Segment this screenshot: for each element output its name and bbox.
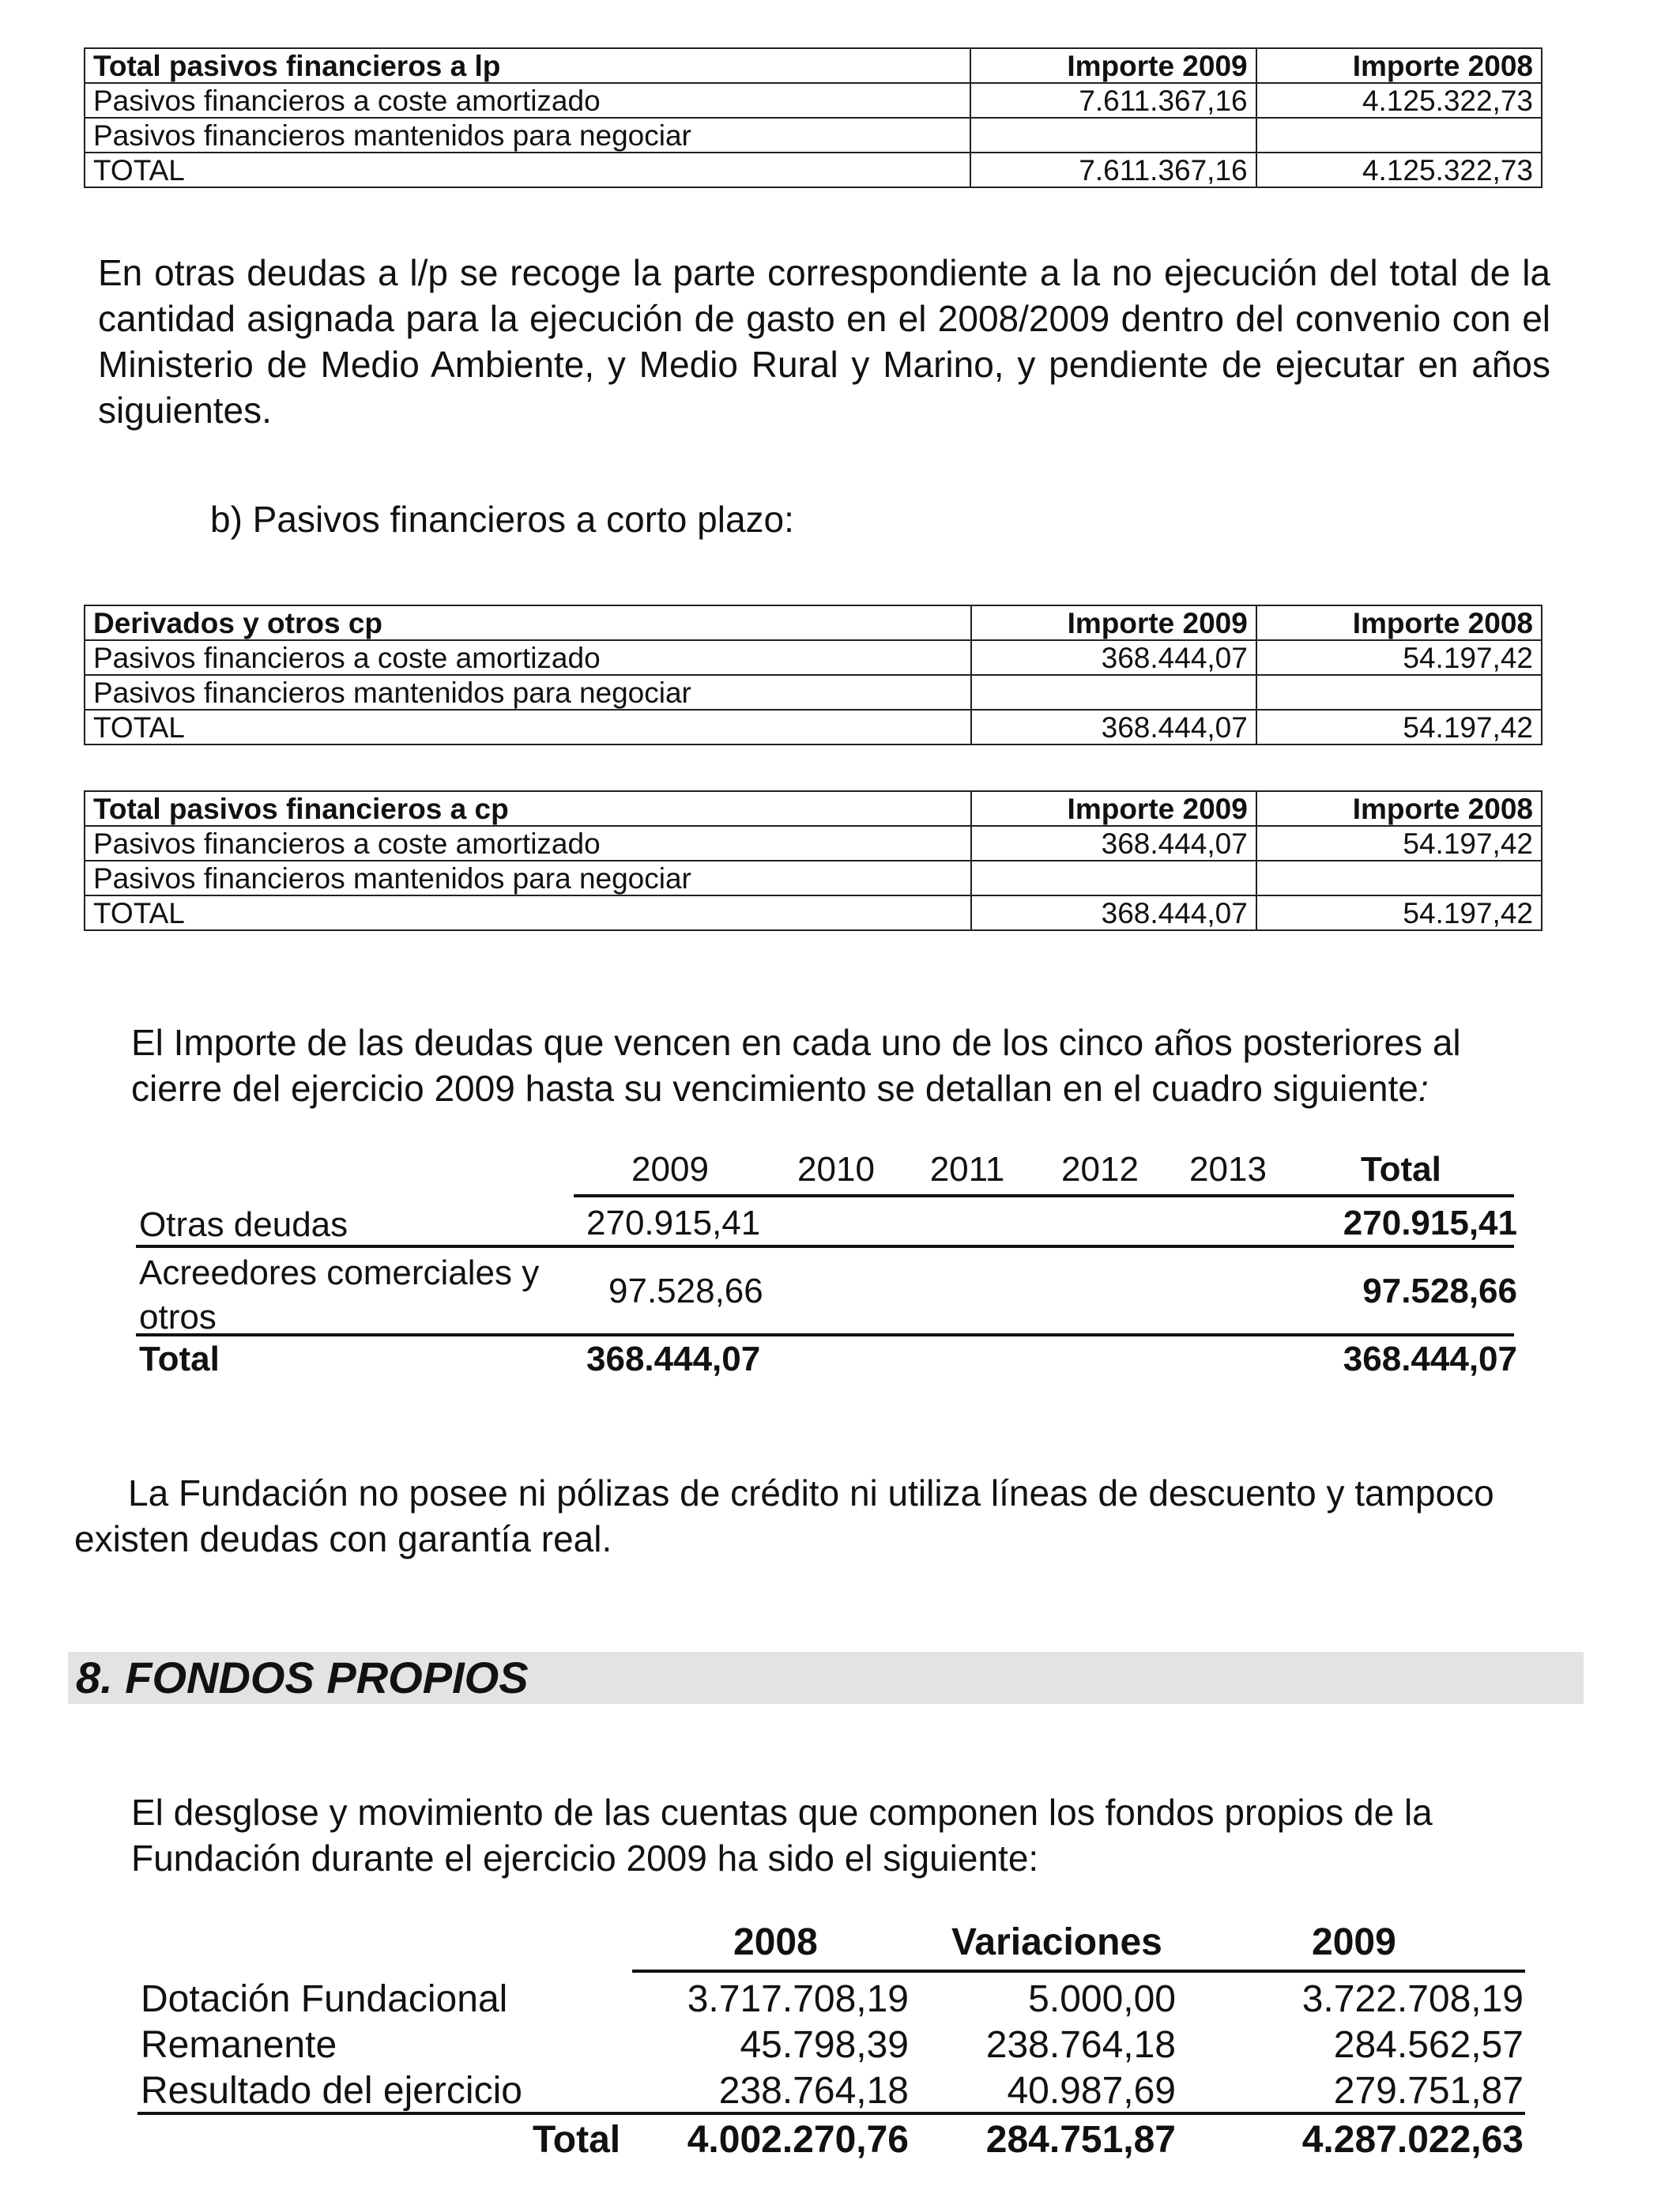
table-cell: Pasivos financieros mantenidos para negociar <box>85 118 970 153</box>
paragraph-desglose <box>131 1789 1554 1881</box>
table-cell: 368.444,07 <box>971 895 1256 930</box>
value-variaciones: 5.000,00 <box>1028 1978 1176 2020</box>
paragraph-text: El Importe de las deudas que vencen en cada uno de los cinco años posteriores al cierre del ejercicio 2009 hasta su vencimiento se detallan en el cuadro siguiente <box>131 1022 1461 1109</box>
total-header: Total <box>1361 1150 1441 1189</box>
table-cell <box>970 118 1256 153</box>
year-header: 2011 <box>929 1150 1005 1189</box>
table-cell: 4.125.322,73 <box>1256 83 1542 118</box>
table-cell: Pasivos financieros a coste amortizado <box>85 83 970 118</box>
value-2009: 279.751,87 <box>1333 2070 1524 2112</box>
table-cell: TOTAL <box>85 710 971 745</box>
row-value-2009: 368.444,07 <box>586 1340 761 1378</box>
paragraph-importe-deudas <box>131 1020 1554 1111</box>
table-header-row <box>85 605 1542 640</box>
table-total-pasivos-lp <box>84 47 1543 188</box>
year-header: 2009 <box>631 1150 709 1189</box>
paragraph-colon: : <box>1418 1068 1429 1109</box>
table-row <box>85 83 1542 118</box>
header-cell: Total pasivos financieros a lp <box>85 48 970 83</box>
table-row <box>85 675 1542 710</box>
header-cell: Derivados y otros cp <box>85 605 971 640</box>
total-rule <box>137 2112 1525 2115</box>
row-label: Total <box>139 1340 220 1378</box>
row-label: Dotación Fundacional <box>141 1978 508 2020</box>
table-total-pasivos-cp <box>84 790 1543 931</box>
total-2009: 4.287.022,63 <box>1301 2119 1524 2161</box>
row-label: Remanente <box>141 2024 337 2066</box>
header-cell: Total pasivos financieros a cp <box>85 791 971 826</box>
paragraph-line: existen deudas con garantía real. <box>74 1518 612 1559</box>
row-value-2009: 270.915,41 <box>586 1204 761 1242</box>
table-cell: 7.611.367,16 <box>970 153 1256 187</box>
subheading-corto-plazo: b) Pasivos financieros a corto plazo: <box>210 499 794 540</box>
table-cell: Pasivos financieros a coste amortizado <box>85 826 971 861</box>
row-value-2009: 97.528,66 <box>608 1272 763 1310</box>
table-cell <box>971 861 1256 895</box>
row-label <box>139 1251 539 1340</box>
header-cell: Importe 2008 <box>1256 605 1542 640</box>
header-cell: Importe 2009 <box>971 605 1256 640</box>
paragraph-line: El desglose y movimiento de las cuentas que componen los fondos propios de la <box>131 1792 1433 1833</box>
column-header-variaciones: Variaciones <box>951 1921 1162 1963</box>
row-rule <box>136 1333 1514 1336</box>
paragraph-otras-deudas: En otras deudas a l/p se recoge la parte correspondiente a la no ejecución del total de la cantidad asignada para la ejecución de gasto en el 2008/2009 dentro del convenio con el Ministerio de Medio Ambiente, y Medio Rural y Marino, y pendiente de ejecutar en años siguientes. <box>98 252 1550 431</box>
section-heading: 8. FONDOS PROPIOS <box>68 1652 1584 1704</box>
table-cell: 54.197,42 <box>1256 895 1542 930</box>
table-cell: 54.197,42 <box>1256 710 1542 745</box>
header-cell: Importe 2008 <box>1256 791 1542 826</box>
header-cell: Importe 2009 <box>971 791 1256 826</box>
column-header-2009: 2009 <box>1312 1921 1396 1963</box>
table-row <box>85 118 1542 153</box>
row-label-line: otros <box>139 1298 217 1336</box>
table-row <box>85 640 1542 675</box>
table-cell: Pasivos financieros mantenidos para negociar <box>85 675 971 710</box>
total-2008: 4.002.270,76 <box>687 2119 909 2161</box>
header-cell: Importe 2008 <box>1256 48 1542 83</box>
total-label: Total <box>533 2119 621 2161</box>
year-header: 2012 <box>1061 1150 1139 1189</box>
header-rule <box>574 1194 1514 1197</box>
paragraph-line: Fundación durante el ejercicio 2009 ha sido el siguiente: <box>131 1838 1039 1879</box>
table-header-row <box>85 48 1542 83</box>
table-cell: 7.611.367,16 <box>970 83 1256 118</box>
year-header: 2010 <box>797 1150 875 1189</box>
value-variaciones: 238.764,18 <box>985 2024 1176 2066</box>
table-cell: Pasivos financieros mantenidos para negociar <box>85 861 971 895</box>
value-2008: 45.798,39 <box>740 2024 909 2066</box>
table-derivados-cp <box>84 605 1543 745</box>
equity-table <box>137 1921 1524 2173</box>
row-label: Resultado del ejercicio <box>141 2070 522 2112</box>
year-header: 2013 <box>1189 1150 1267 1189</box>
table-cell: 54.197,42 <box>1256 640 1542 675</box>
table-cell: 368.444,07 <box>971 826 1256 861</box>
row-label: Otras deudas <box>139 1205 348 1244</box>
table-row <box>85 153 1542 187</box>
paragraph-fundacion <box>74 1470 1591 1562</box>
table-cell <box>1256 675 1542 710</box>
table-row <box>85 826 1542 861</box>
table-row <box>85 861 1542 895</box>
value-2008: 238.764,18 <box>718 2070 909 2112</box>
table-cell <box>1256 118 1542 153</box>
table-cell: 54.197,42 <box>1256 826 1542 861</box>
row-label-line: Acreedores comerciales y <box>139 1253 540 1292</box>
table-cell: 368.444,07 <box>971 710 1256 745</box>
row-total: 97.528,66 <box>1362 1272 1517 1310</box>
row-rule <box>136 1245 1514 1248</box>
maturity-table <box>136 1150 1517 1387</box>
table-row <box>85 895 1542 930</box>
row-total: 270.915,41 <box>1343 1204 1517 1242</box>
table-cell: TOTAL <box>85 895 971 930</box>
table-header-row <box>85 791 1542 826</box>
table-cell: 4.125.322,73 <box>1256 153 1542 187</box>
value-2008: 3.717.708,19 <box>687 1978 909 2020</box>
table-cell <box>1256 861 1542 895</box>
paragraph-line: La Fundación no posee ni pólizas de crédito ni utiliza líneas de descuento y tampoco <box>128 1472 1494 1514</box>
table-cell <box>971 675 1256 710</box>
column-header-2008: 2008 <box>733 1921 818 1963</box>
table-row <box>85 710 1542 745</box>
value-variaciones: 40.987,69 <box>1007 2070 1176 2112</box>
value-2009: 3.722.708,19 <box>1301 1978 1524 2020</box>
value-2009: 284.562,57 <box>1333 2024 1524 2066</box>
table-cell: Pasivos financieros a coste amortizado <box>85 640 971 675</box>
table-cell: 368.444,07 <box>971 640 1256 675</box>
table-cell: TOTAL <box>85 153 970 187</box>
header-rule <box>632 1970 1525 1973</box>
row-total: 368.444,07 <box>1343 1340 1517 1378</box>
total-variaciones: 284.751,87 <box>985 2119 1176 2161</box>
header-cell: Importe 2009 <box>970 48 1256 83</box>
